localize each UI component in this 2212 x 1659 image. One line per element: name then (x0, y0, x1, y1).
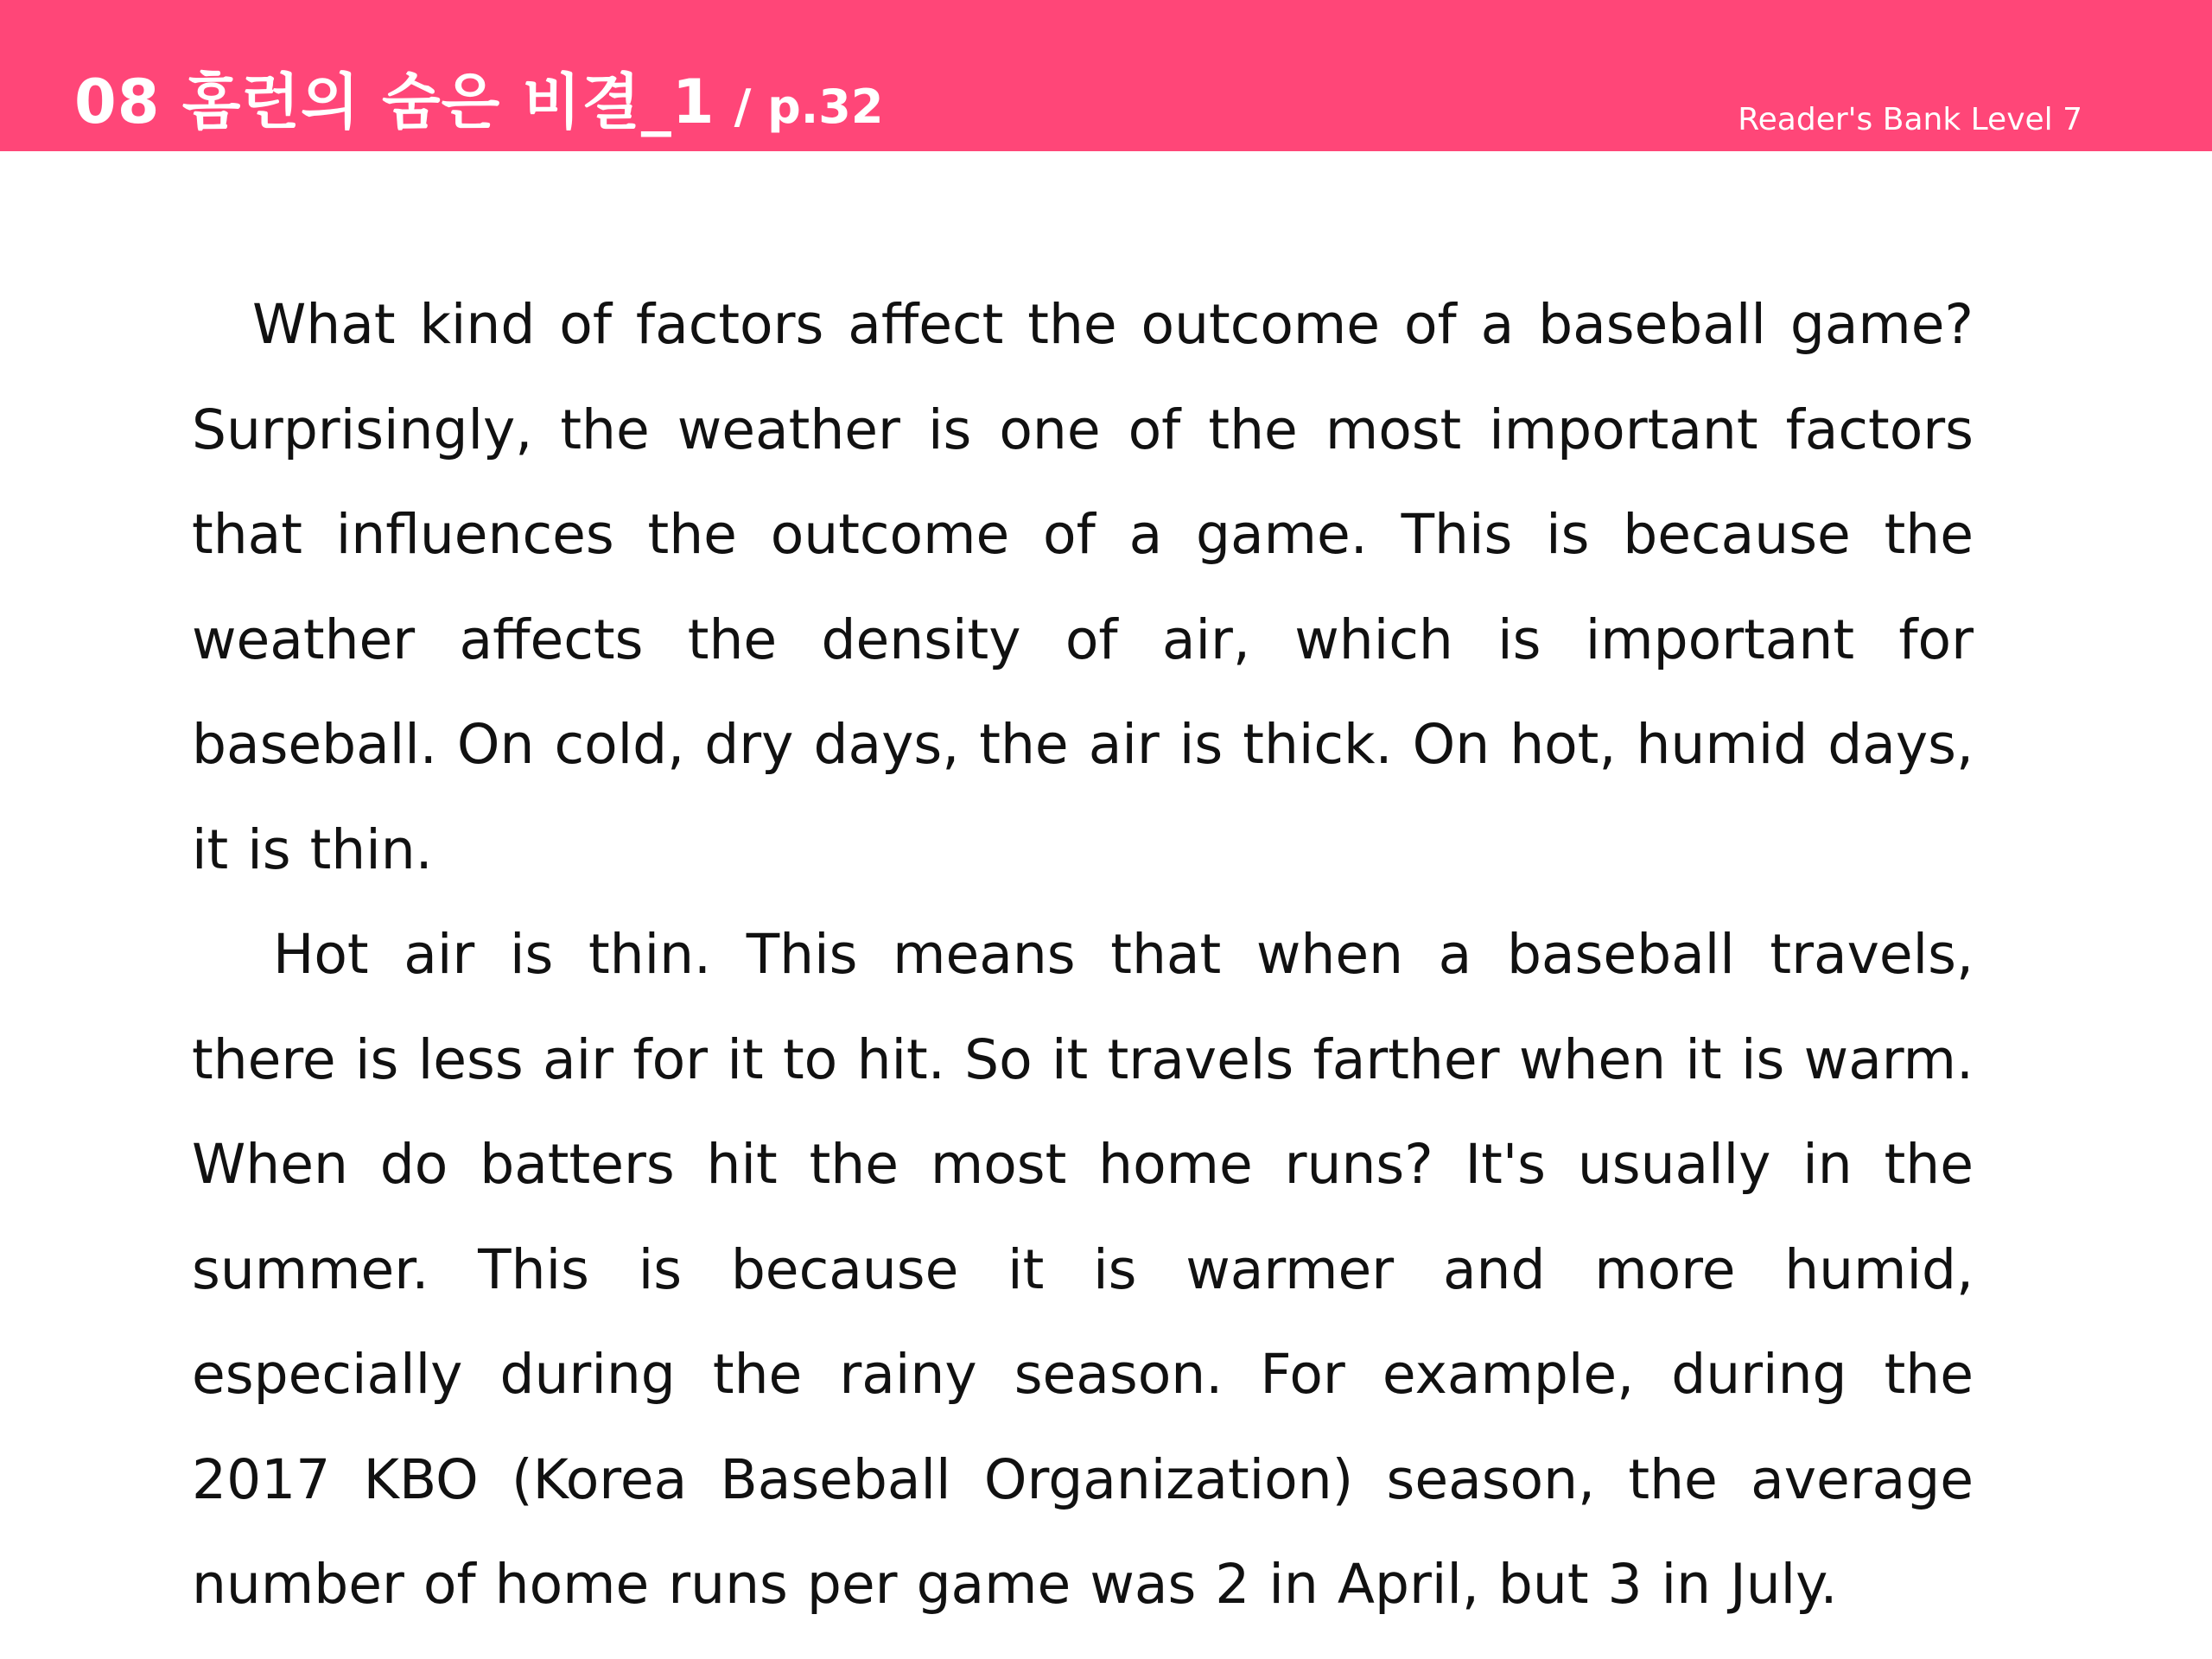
reading-passage (192, 272, 1974, 1637)
paragraph-1: What kind of factors affect the outcome of a baseball game? Surprisingly, the weather is one of the most important factors that influences the outcome of a game. This is because the weather affects the density of air, which is important for baseball. On cold, dry days, the air is thick. On hot, humid days, it is thin. (192, 293, 1974, 881)
header-bar (0, 0, 2212, 151)
page-reference: / p.32 (734, 79, 884, 134)
lesson-title-text: 08 홈런의 숨은 비결_1 (74, 67, 715, 137)
series-label: Reader's Bank Level 7 (1738, 102, 2082, 137)
paragraph-2: Hot air is thin. This means that when a baseball travels, there is less air for it to hit. So it travels farther when it is warm. When do batters hit the most home runs? It's usually in the summer. This is because it is warmer and more humid, especially during the rainy season. For example, during the 2017 KBO (Korea Baseball Organization) season, the average number of home runs per game was 2 in April, but 3 in July. (192, 923, 1974, 1616)
lesson-title (74, 54, 883, 141)
